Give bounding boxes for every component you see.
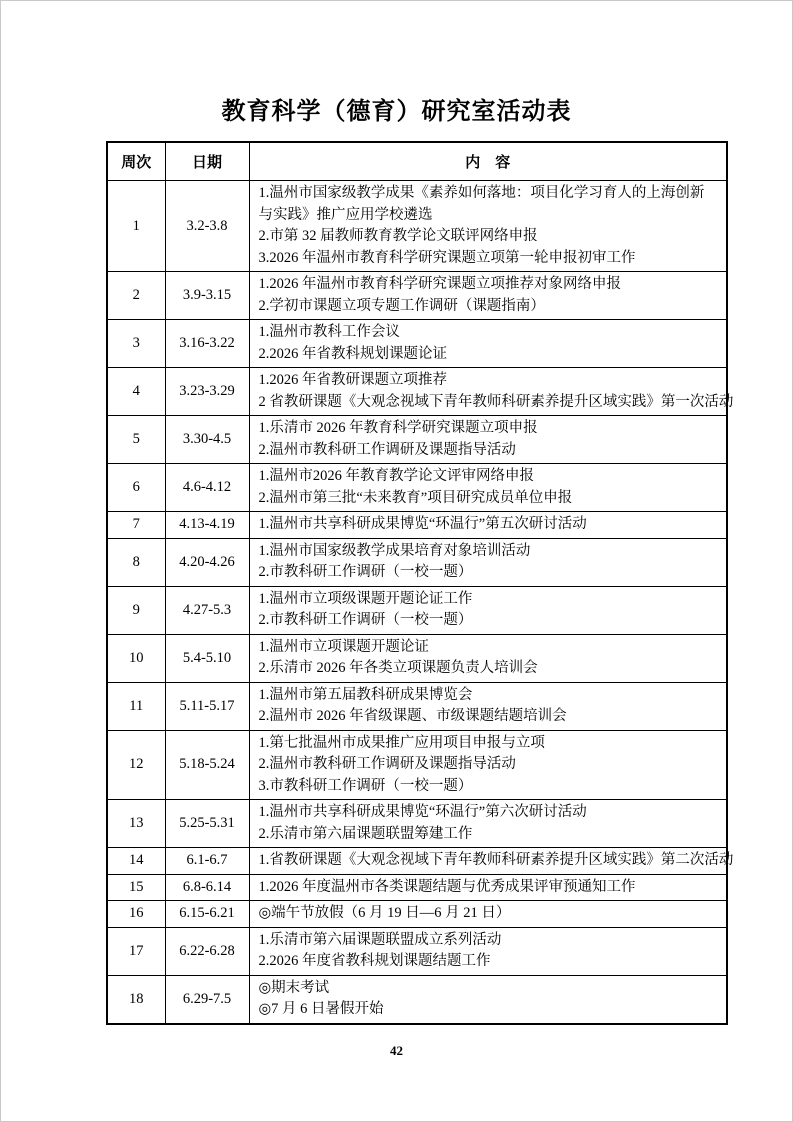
date-cell: 3.9-3.15 [165,272,249,320]
week-cell: 1 [107,181,165,272]
table-row [107,538,727,586]
content-item: 1.温州市共享科研成果博览“环温行”第五次研讨活动 [258,516,587,532]
date-cell: 6.1-6.7 [165,848,249,875]
content-item: 1.2026 年温州市教育科学研究课题立项推荐对象网络申报 [258,276,621,292]
table-row [107,730,727,800]
content-cell [249,416,727,464]
week-cell: 4 [107,368,165,416]
content-item: 1.温州市国家级教学成果《素养如何落地：项目化学习育人的上海创新与实践》推广应用学校遴选 [258,185,705,223]
week-cell: 10 [107,634,165,682]
content-cell [249,927,727,975]
content-cell [249,874,727,901]
content-item: 2.学初市课题立项专题工作调研（课题指南） [258,297,545,314]
date-cell: 3.30-4.5 [165,416,249,464]
content-cell [249,848,734,875]
content-cell [249,586,727,634]
content-item: 1.2026 年省教研课题立项推荐 [258,372,447,388]
date-cell: 5.25-5.31 [165,800,249,848]
content-cell [249,272,727,320]
content-item: 1.温州市2026 年教育教学论文评审网络申报 [258,468,534,484]
content-item: ◎端午节放假（6 月 19 日—6 月 21 日） [258,905,511,921]
content-item: 1.温州市共享科研成果博览“环温行”第六次研讨活动 [258,804,587,820]
week-cell: 7 [107,512,165,539]
content-cell [249,538,727,586]
content-item: 2.乐清市 2026 年各类立项课题负责人培训会 [258,660,538,676]
content-item: 3.市教科研工作调研（一校一题） [258,777,473,794]
col-header-date: 日期 [165,142,249,181]
content-item: 2 省教研课题《大观念视域下青年教师科研素养提升区域实践》第一次活动 [258,393,734,410]
content-cell [249,512,727,539]
table-row [107,901,727,928]
date-cell: 5.4-5.10 [165,634,249,682]
content-cell [249,368,734,416]
week-cell: 8 [107,538,165,586]
week-cell: 2 [107,272,165,320]
week-cell: 11 [107,682,165,730]
content-item: ◎7 月 6 日暑假开始 [258,1001,384,1017]
date-cell: 6.22-6.28 [165,927,249,975]
content-cell [249,975,727,1024]
activity-table [106,141,734,1025]
content-item: 2.乐清市第六届课题联盟筹建工作 [258,825,473,842]
date-cell: 6.15-6.21 [165,901,249,928]
date-cell: 4.13-4.19 [165,512,249,539]
table-row [107,927,727,975]
week-cell: 5 [107,416,165,464]
date-cell: 6.29-7.5 [165,975,249,1024]
content-cell [249,634,727,682]
content-cell [249,730,727,800]
page-number: 42 [390,1043,403,1058]
content-item: 1.省教研课题《大观念视域下青年教师科研素养提升区域实践》第二次活动 [258,852,734,868]
content-item: 2.温州市教科研工作调研及课题指导活动 [258,756,516,772]
table-row [107,464,727,512]
table-row [107,800,727,848]
week-cell: 6 [107,464,165,512]
week-cell: 3 [107,320,165,368]
week-cell: 12 [107,730,165,800]
table-row [107,512,727,539]
content-cell [249,320,727,368]
table-row [107,975,727,1024]
date-cell: 3.2-3.8 [165,181,249,272]
content-item: 3.2026 年温州市教育科学研究课题立项第一轮申报初审工作 [258,249,636,266]
activity-table-body [107,181,734,1024]
table-row [107,320,727,368]
week-cell: 15 [107,874,165,901]
date-cell: 5.11-5.17 [165,682,249,730]
table-row [107,586,727,634]
content-item: 2.温州市第三批“未来教育”项目研究成员单位申报 [258,489,573,506]
date-cell: 4.20-4.26 [165,538,249,586]
col-header-content: 内 容 [249,142,727,181]
table-row [107,416,727,464]
content-item: 2.市教科研工作调研（一校一题） [258,564,473,580]
content-cell [249,181,727,272]
content-item: 2.市教科研工作调研（一校一题） [258,612,473,628]
table-row [107,874,727,901]
content-item: 2.市第 32 届教师教育教学论文联评网络申报 [258,228,538,244]
table-row [107,682,727,730]
content-cell [249,800,727,848]
table-header-row [107,142,727,181]
content-item: 2.2026 年省教科规划课题论证 [258,345,447,362]
content-item: 1.第七批温州市成果推广应用项目申报与立项 [258,734,545,751]
content-item: 1.温州市教科工作会议 [258,324,400,340]
content-cell [249,901,727,928]
content-item: 1.2026 年度温州市各类课题结题与优秀成果评审预通知工作 [258,878,636,895]
content-item: 2.温州市教科研工作调研及课题指导活动 [258,441,516,458]
content-item: 2.温州市 2026 年省级课题、市级课题结题培训会 [258,708,567,724]
content-cell [249,464,727,512]
content-cell [249,682,727,730]
table-row [107,634,727,682]
week-cell: 18 [107,975,165,1024]
week-cell: 14 [107,848,165,875]
table-row [107,368,727,416]
date-cell: 6.8-6.14 [165,874,249,901]
content-item: 1.乐清市第六届课题联盟成立系列活动 [258,931,502,948]
content-item: 1.温州市立项级课题开题论证工作 [258,590,473,607]
week-cell: 17 [107,927,165,975]
date-cell: 3.16-3.22 [165,320,249,368]
table-row [107,181,727,272]
content-item: 1.温州市第五届教科研成果博览会 [258,686,473,703]
content-item: 2.2026 年度省教科规划课题结题工作 [258,953,491,969]
col-header-week: 周次 [107,142,165,181]
content-item: 1.温州市立项课题开题论证 [258,638,429,655]
content-item: 1.温州市国家级教学成果培育对象培训活动 [258,542,531,559]
week-cell: 9 [107,586,165,634]
content-item: 1.乐清市 2026 年教育科学研究课题立项申报 [258,420,538,436]
date-cell: 4.6-4.12 [165,464,249,512]
page-title: 教育科学（德育）研究室活动表 [221,99,572,125]
date-cell: 3.23-3.29 [165,368,249,416]
week-cell: 16 [107,901,165,928]
content-item: ◎期末考试 [258,979,330,996]
table-row [107,272,727,320]
date-cell: 5.18-5.24 [165,730,249,800]
date-cell: 4.27-5.3 [165,586,249,634]
table-row [107,848,727,875]
week-cell: 13 [107,800,165,848]
